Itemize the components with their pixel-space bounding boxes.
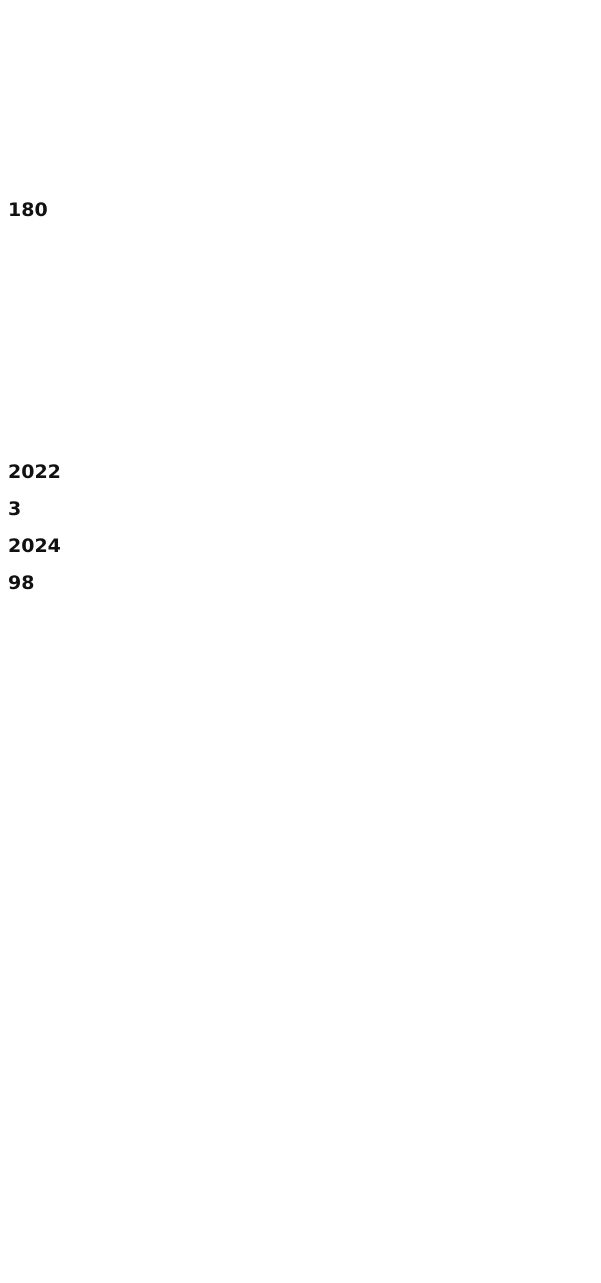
article-line-6: 180 xyxy=(8,199,48,222)
article-line-28 xyxy=(8,1013,593,1050)
article-line-9 xyxy=(8,304,593,341)
article-line-22 xyxy=(8,789,593,826)
article-line-14: 3 xyxy=(8,497,22,520)
article-line-25 xyxy=(8,901,593,938)
article-line-34 xyxy=(8,1237,593,1274)
article-line-26 xyxy=(8,938,593,975)
article-line-8 xyxy=(8,267,593,304)
article-line-4 xyxy=(8,118,593,155)
article-line-5 xyxy=(8,155,593,192)
article-line-19 xyxy=(8,677,593,714)
article-line-30 xyxy=(8,1088,593,1125)
article-line-23 xyxy=(8,827,593,864)
article-line-1 xyxy=(8,6,593,43)
article-line-33 xyxy=(8,1200,593,1237)
article-line-21 xyxy=(8,752,593,789)
article-line-2 xyxy=(8,43,593,80)
article-line-16: 98 xyxy=(8,572,35,595)
article-line-7 xyxy=(8,230,593,267)
article-line-13: 2022 xyxy=(8,460,61,483)
article-line-12 xyxy=(8,416,593,453)
article-line-3 xyxy=(8,81,593,118)
article-line-10 xyxy=(8,342,593,379)
article-line-20 xyxy=(8,715,593,752)
article-line-31 xyxy=(8,1125,593,1162)
article-line-32 xyxy=(8,1162,593,1199)
article-line-15: 2024 xyxy=(8,535,61,558)
article-line-18 xyxy=(8,640,593,677)
article-line-27 xyxy=(8,976,593,1013)
article-line-29 xyxy=(8,1050,593,1087)
article-line-24 xyxy=(8,864,593,901)
article-line-17 xyxy=(8,603,593,640)
article-line-11 xyxy=(8,379,593,416)
